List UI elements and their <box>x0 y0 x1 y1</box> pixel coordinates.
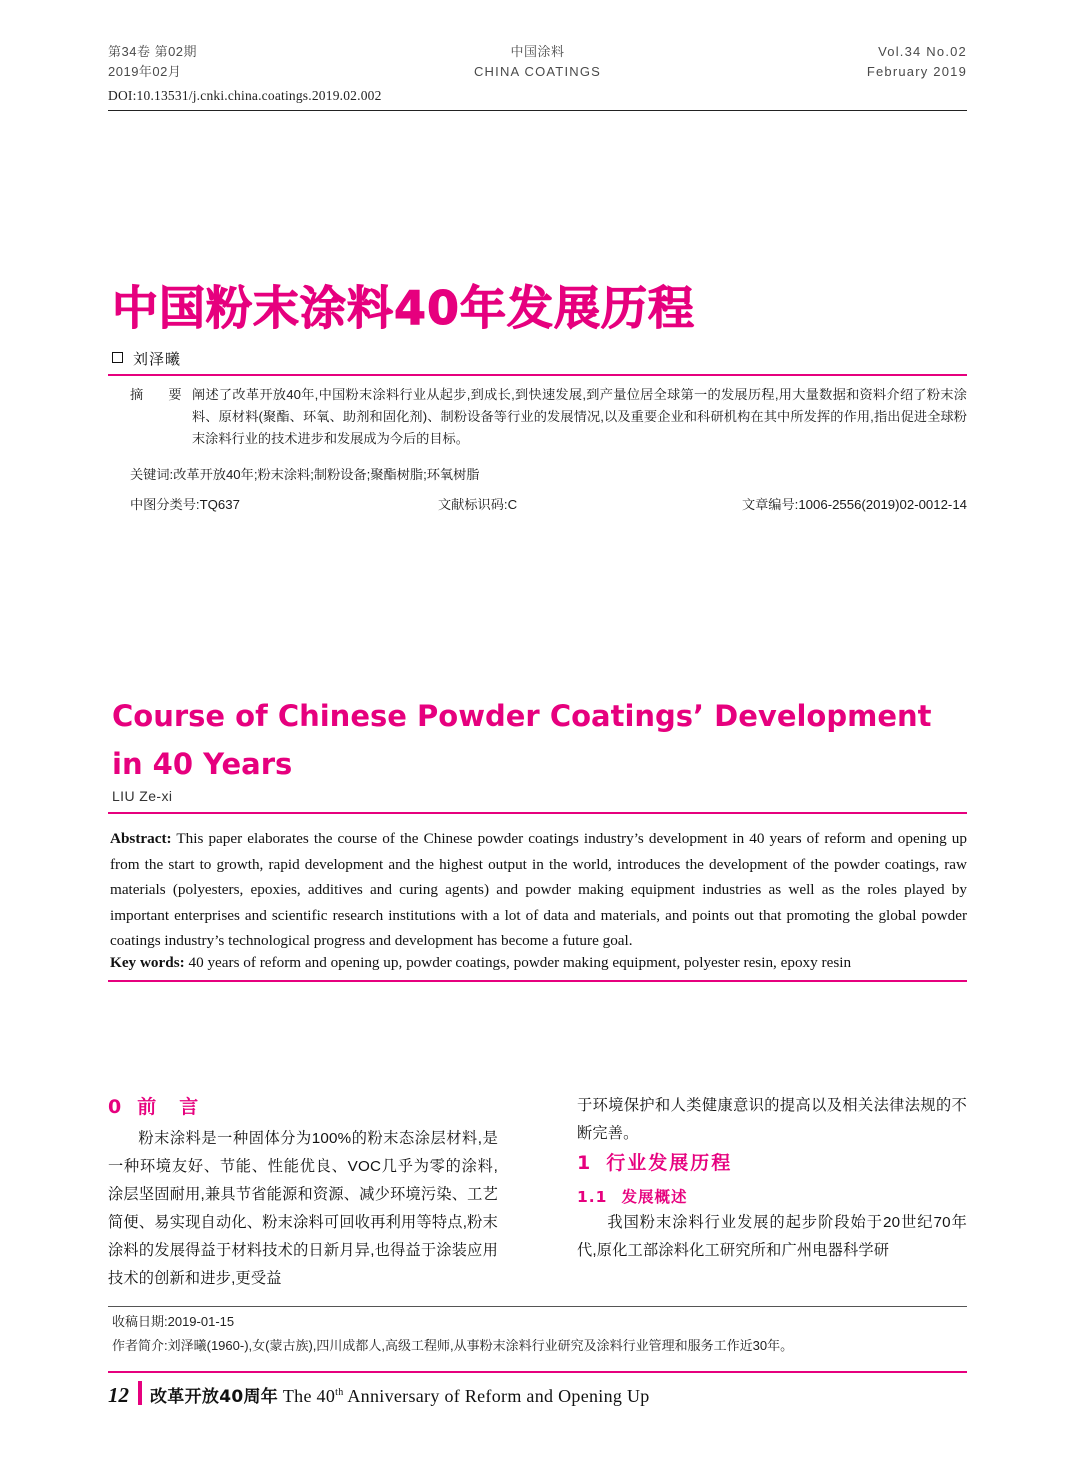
body-column-right <box>577 1092 967 1265</box>
section-heading-1-number: 1 <box>577 1152 593 1174</box>
accent-divider-3 <box>108 980 967 982</box>
running-head-left <box>108 42 197 82</box>
section-heading-0-text: 前 言 <box>137 1096 201 1118</box>
subsection-heading-1-1-number: 1.1 <box>577 1188 608 1206</box>
subsection-heading-1-1 <box>577 1185 967 1207</box>
article-title-en: Course of Chinese Powder Coatings’ Development in 40 Years <box>112 699 932 781</box>
author-zh <box>112 348 181 369</box>
running-head <box>108 42 967 86</box>
abstract-en-text: This paper elaborates the course of the Chinese powder coatings industry’s development in 40 years of reform and opening up from the start to growth, rapid development and the highest output in the world, introduces the development of the powder coatings, raw materials (polyesters, epoxies, additives and curing agents) and powder making equipment industries as well as the roles played by important enterprises and scientific research institutions with a lot of data and materials, and points out that promoting the global powder coatings industry’s technological progress and development has become a future goal. <box>110 830 967 949</box>
header-divider <box>108 110 967 111</box>
journal-name-zh: 中国涂料 <box>510 44 565 59</box>
keywords-en <box>110 950 967 976</box>
author-zh-name: 刘泽曦 <box>133 351 182 368</box>
issue-date-en: February 2019 <box>866 64 967 79</box>
document-code: 文献标识码:C <box>438 497 518 512</box>
keywords-zh: 关键词:改革开放40年;粉末涂料;制粉设备;聚酯树脂;环氧树脂 <box>130 467 480 482</box>
keywords-en-label: Key words: <box>110 954 185 971</box>
abstract-zh-label: 摘 要 <box>130 387 188 402</box>
accent-divider-1 <box>108 374 967 376</box>
section-heading-1-text: 行业发展历程 <box>606 1152 733 1174</box>
page-number: 12 <box>108 1383 129 1407</box>
body-column-left <box>108 1092 498 1293</box>
page-footer <box>108 1381 967 1411</box>
doi-line: DOI:10.13531/j.cnki.china.coatings.2019.02.002 <box>108 88 382 103</box>
abstract-zh <box>130 384 967 450</box>
footnote-divider <box>108 1306 967 1307</box>
section-heading-0-number: 0 <box>108 1096 124 1118</box>
body-columns <box>108 1092 967 1302</box>
footer-text-en-pre: The 40 <box>282 1386 336 1406</box>
issue-date-zh: 2019年02月 <box>108 64 182 79</box>
running-head-center <box>474 42 601 82</box>
section-heading-0 <box>108 1092 498 1119</box>
accent-divider-2 <box>108 812 967 814</box>
footer-text <box>150 1382 650 1407</box>
running-head-right <box>867 42 967 82</box>
clc-number: 中图分类号:TQ637 <box>130 497 240 512</box>
author-bio: 作者简介:刘泽曦(1960-),女(蒙古族),四川成都人,高级工程师,从事粉末涂料行业研究及涂料行业管理和服务工作近30年。 <box>112 1338 794 1353</box>
article-title-zh: 中国粉末涂料40年发展历程 <box>112 281 696 335</box>
abstract-en <box>110 826 967 954</box>
volume-issue: 第34卷 第02期 <box>108 44 198 59</box>
volume-issue-en: Vol.34 No.02 <box>878 44 967 59</box>
author-en: LIU Ze-xi <box>112 788 173 804</box>
footer-text-en-sup: th <box>335 1387 344 1398</box>
abstract-en-label: Abstract: <box>110 830 172 847</box>
footnotes <box>112 1310 967 1358</box>
section-heading-1 <box>577 1148 967 1175</box>
received-date: 收稿日期:2019-01-15 <box>112 1314 235 1329</box>
footer-text-zh: 改革开放40周年 <box>150 1387 279 1407</box>
footer-accent-bar <box>138 1381 142 1405</box>
paragraph-1-1: 我国粉末涂料行业发展的起步阶段始于20世纪70年代,原化工部涂料化工研究所和广州电器科学研 <box>577 1214 967 1259</box>
subsection-heading-1-1-text: 发展概述 <box>621 1188 688 1206</box>
keywords-en-text: 40 years of reform and opening up, powder coatings, powder making equipment, polyester resin, epoxy resin <box>188 954 852 971</box>
abstract-zh-text: 阐述了改革开放40年,中国粉末涂料行业从起步,到成长,到快速发展,到产量位居全球第一的发展历程,用大量数据和资料介绍了粉末涂料、原材料(聚酯、环氧、助剂和固化剂)、制粉设备等行业的发展情况,以及重要企业和科研机构在其中所发挥的作用,指出促进全球粉末涂料行业的技术进步和发展成为今后的目标。 <box>192 387 967 446</box>
footer-text-en-post: Anniversary of Reform and Opening Up <box>343 1386 650 1406</box>
journal-name-en: CHINA COATINGS <box>473 64 602 79</box>
footer-accent-rule <box>108 1371 967 1373</box>
paragraph-intro: 粉末涂料是一种固体分为100%的粉末态涂层材料,是一种环境友好、节能、性能优良、VOC几乎为零的涂料,涂层坚固耐用,兼具节省能源和资源、减少环境污染、工艺简便、易实现自动化、粉末涂料可回收再利用等特点,粉末涂料的发展得益于材料技术的日新月异,也得益于涂装应用技术的创新和进步,更受益 <box>108 1130 498 1287</box>
article-id: 文章编号:1006-2556(2019)02-0012-14 <box>741 497 967 512</box>
square-bullet-icon <box>112 352 123 363</box>
classification-line <box>130 494 967 516</box>
paragraph-intro-continued: 于环境保护和人类健康意识的提高以及相关法律法规的不断完善。 <box>577 1097 967 1142</box>
